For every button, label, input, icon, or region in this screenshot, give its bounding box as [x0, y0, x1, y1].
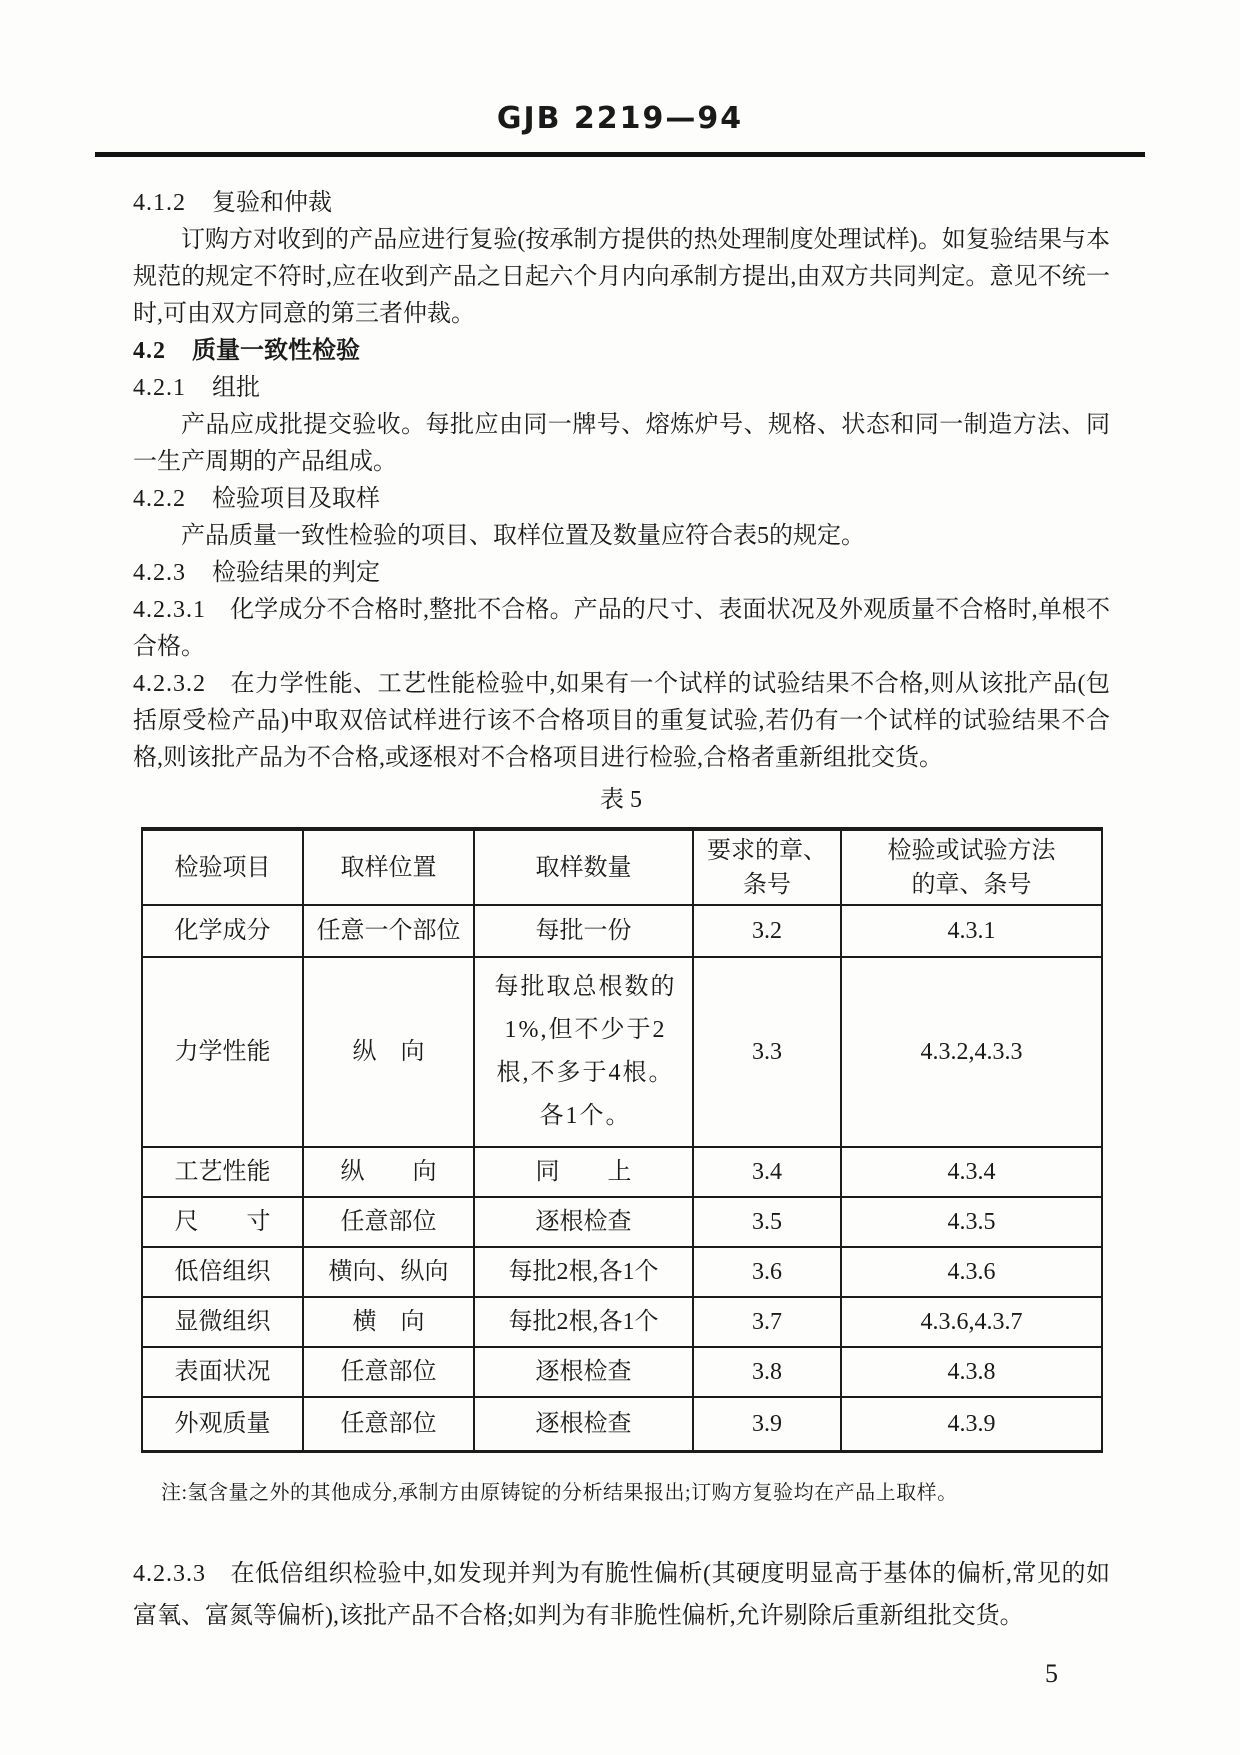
- cell-requirement: 3.9: [693, 1397, 841, 1451]
- clause-number: 4.2.3.1: [133, 597, 206, 623]
- cell-quantity: 每批一份: [474, 905, 693, 957]
- table-row: [142, 1347, 1102, 1397]
- paragraph-421: 产品应成批提交验收。每批应由同一牌号、熔炼炉号、规格、状态和同一制造方法、同一生产周期的产品组成。: [133, 412, 1110, 475]
- section-title: 检验项目及取样: [212, 486, 380, 512]
- cell-method: 4.3.4: [841, 1147, 1102, 1197]
- cell-item: 工艺性能: [142, 1147, 303, 1197]
- section-number: 4.2: [133, 338, 166, 364]
- section-title: 复验和仲裁: [212, 190, 332, 216]
- table-5: [141, 827, 1103, 1453]
- table-row: [142, 1197, 1102, 1247]
- section-heading-42: [133, 333, 1110, 370]
- table-header-row: [142, 829, 1102, 905]
- col-header-quantity: 取样数量: [474, 829, 693, 905]
- cell-position: 纵 向: [303, 1147, 474, 1197]
- cell-position: 任意部位: [303, 1347, 474, 1397]
- cell-item: 外观质量: [142, 1397, 303, 1451]
- cell-position: 任意部位: [303, 1197, 474, 1247]
- table-caption: 表 5: [600, 787, 642, 813]
- cell-item: 力学性能: [142, 957, 303, 1147]
- col-header-line: 条号: [743, 871, 791, 898]
- cell-requirement: 3.2: [693, 905, 841, 957]
- section-number: 4.2.2: [133, 486, 186, 512]
- clause-text: 在低倍组织检验中,如发现并判为有脆性偏析(其硬度明显高于基体的偏析,常见的如富氧、富氮等偏析),该批产品不合格;如判为有非脆性偏析,允许剔除后重新组批交货。: [133, 1560, 1110, 1629]
- cell-requirement: 3.7: [693, 1297, 841, 1347]
- cell-position: 任意部位: [303, 1397, 474, 1451]
- cell-quantity: 逐根检查: [474, 1397, 693, 1451]
- cell-requirement: 3.3: [693, 957, 841, 1147]
- col-header-method: [841, 829, 1102, 905]
- col-header-line: 要求的章、: [707, 837, 827, 864]
- cell-position: 横 向: [303, 1297, 474, 1347]
- paragraph-4231: [133, 592, 1110, 666]
- page-number: 5: [1045, 1658, 1058, 1688]
- col-header-item: 检验项目: [142, 829, 303, 905]
- col-header-position: 取样位置: [303, 829, 474, 905]
- section-title: 检验结果的判定: [212, 560, 380, 586]
- cell-quantity: 每批2根,各1个: [474, 1247, 693, 1297]
- table-row: [142, 1247, 1102, 1297]
- cell-item: 化学成分: [142, 905, 303, 957]
- cell-item: 尺 寸: [142, 1197, 303, 1247]
- section-title: 组批: [212, 375, 260, 401]
- section-number: 4.1.2: [133, 190, 186, 216]
- cell-method: 4.3.8: [841, 1347, 1102, 1397]
- col-header-line: 的章、条号: [911, 871, 1032, 898]
- standard-number: GJB 2219—94: [496, 101, 744, 136]
- clause-number: 4.2.3.2: [133, 671, 206, 697]
- cell-item: 表面状况: [142, 1347, 303, 1397]
- cell-position: 横向、纵向: [303, 1247, 474, 1297]
- cell-method: 4.3.6,4.3.7: [841, 1297, 1102, 1347]
- section-heading-412: [133, 185, 1110, 222]
- cell-requirement: 3.4: [693, 1147, 841, 1197]
- cell-quantity: 逐根检查: [474, 1197, 693, 1247]
- cell-method: 4.3.5: [841, 1197, 1102, 1247]
- cell-method: 4.3.1: [841, 905, 1102, 957]
- section-heading-423: [133, 555, 1110, 592]
- cell-requirement: 3.5: [693, 1197, 841, 1247]
- cell-position: 纵 向: [303, 957, 474, 1147]
- cell-method: 4.3.6: [841, 1247, 1102, 1297]
- table-row: [142, 957, 1102, 1147]
- paragraph-412: 订购方对收到的产品应进行复验(按承制方提供的热处理制度处理试样)。如复验结果与本规范的规定不符时,应在收到产品之日起六个月内向承制方提出,由双方共同判定。意见不统一时,可由双方同意的第三者仲裁。: [133, 227, 1110, 327]
- clause-text: 化学成分不合格时,整批不合格。产品的尺寸、表面状况及外观质量不合格时,单根不合格。: [133, 597, 1110, 660]
- section-title: 质量一致性检验: [192, 338, 360, 364]
- cell-quantity: 每批取总根数的1%,但不少于2根,不多于4根。各1个。: [474, 957, 693, 1147]
- table-row: [142, 905, 1102, 957]
- col-header-requirement: [693, 829, 841, 905]
- col-header-line: 检验或试验方法: [887, 837, 1056, 864]
- cell-position: 任意一个部位: [303, 905, 474, 957]
- clause-text: 在力学性能、工艺性能检验中,如果有一个试样的试验结果不合格,则从该批产品(包括原受检产品)中取双倍试样进行该不合格项目的重复试验,若仍有一个试样的试验结果不合格,则该批产品为不合格,或逐根对不合格项目进行检验,合格者重新组批交货。: [133, 671, 1110, 771]
- section-number: 4.2.3: [133, 560, 186, 586]
- paragraph-4233: [133, 1553, 1110, 1637]
- section-heading-422: [133, 481, 1110, 518]
- table-note: 注:氢含量之外的其他成分,承制方由原铸锭的分析结果报出;订购方复验均在产品上取样。: [161, 1481, 958, 1504]
- header-rule: [95, 152, 1145, 157]
- table-row: [142, 1397, 1102, 1451]
- paragraph-422: 产品质量一致性检验的项目、取样位置及数量应符合表5的规定。: [181, 523, 865, 549]
- paragraph-4232: [133, 666, 1110, 777]
- cell-method: 4.3.2,4.3.3: [841, 957, 1102, 1147]
- table-row: [142, 1297, 1102, 1347]
- clause-number: 4.2.3.3: [133, 1560, 206, 1587]
- cell-quantity: 每批2根,各1个: [474, 1297, 693, 1347]
- page-content: [133, 185, 1110, 1692]
- cell-quantity: 同 上: [474, 1147, 693, 1197]
- cell-requirement: 3.8: [693, 1347, 841, 1397]
- section-heading-421: [133, 370, 1110, 407]
- cell-quantity: 逐根检查: [474, 1347, 693, 1397]
- cell-item: 显微组织: [142, 1297, 303, 1347]
- cell-method: 4.3.9: [841, 1397, 1102, 1451]
- table-row: [142, 1147, 1102, 1197]
- cell-requirement: 3.6: [693, 1247, 841, 1297]
- section-number: 4.2.1: [133, 375, 186, 401]
- cell-item: 低倍组织: [142, 1247, 303, 1297]
